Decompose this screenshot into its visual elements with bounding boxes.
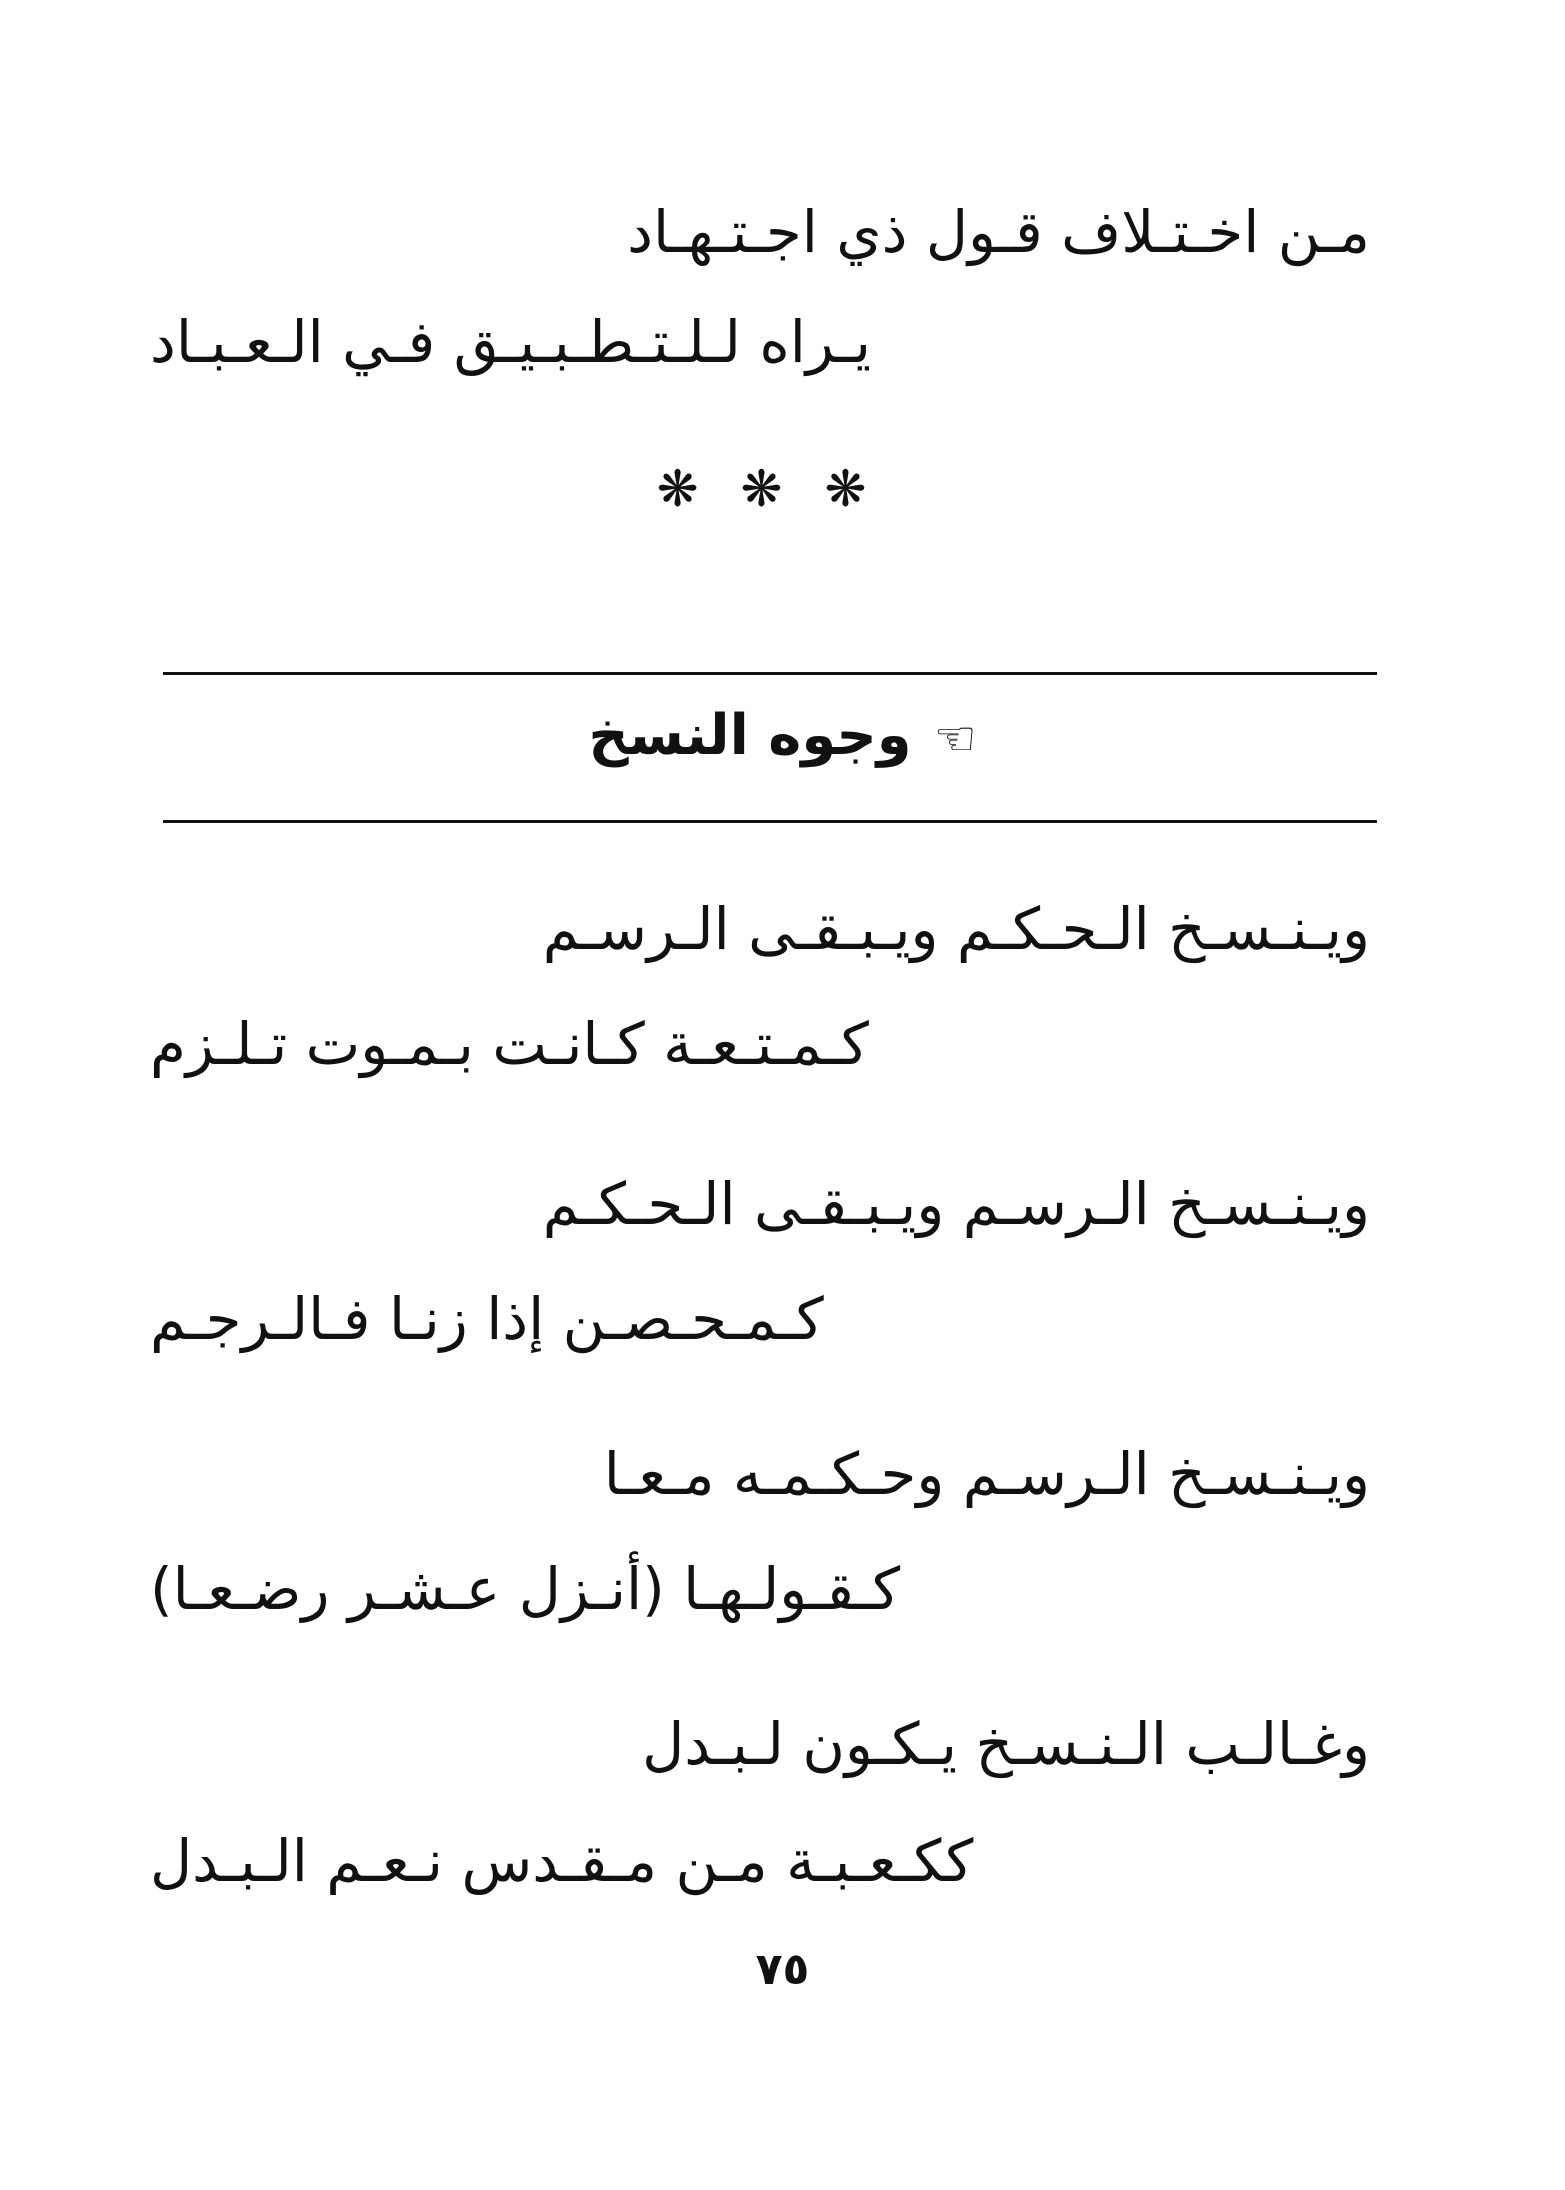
verse-2-first: ويـنـسـخ الـرسـم ويـبـقـى الـحـكـم: [542, 1170, 1370, 1238]
top-rule: [163, 672, 1377, 675]
verse-top-line-1: مـن اخـتـلاف قـول ذي اجـتـهـاد: [627, 198, 1370, 266]
pointing-hand-icon: ☜: [933, 710, 977, 767]
verse-2-second: كـمـحـصـن إذا زنـا فـالـرجـم: [150, 1285, 824, 1353]
verse-4-second: ككـعـبـة مـن مـقـدس نـعـم الـبـدل: [150, 1827, 974, 1895]
verse-1-first: ويـنـسـخ الـحـكـم ويـبـقـى الـرسـم: [542, 895, 1370, 963]
section-title: وجوه النسخ: [588, 703, 912, 768]
star-separator: ❋❋❋: [656, 460, 909, 518]
bottom-rule: [163, 820, 1377, 823]
verse-3-first: ويـنـسـخ الـرسـم وحـكـمـه مـعـا: [603, 1440, 1370, 1508]
verse-1-second: كـمـتـعـة كـانـت بـمـوت تـلـزم: [150, 1010, 869, 1078]
section-heading: [0, 703, 1565, 768]
page-number: ٧٥: [755, 1944, 810, 1995]
verse-3-second: كـقـولـهـا (أنـزل عـشـر رضـعـا): [150, 1555, 901, 1623]
verse-top-line-2: يـراه لـلـتـطـبـيـق فـي الـعـبـاد: [150, 308, 872, 376]
verse-4-first: وغـالـب الـنـسـخ يـكـون لـبـدل: [642, 1710, 1370, 1778]
